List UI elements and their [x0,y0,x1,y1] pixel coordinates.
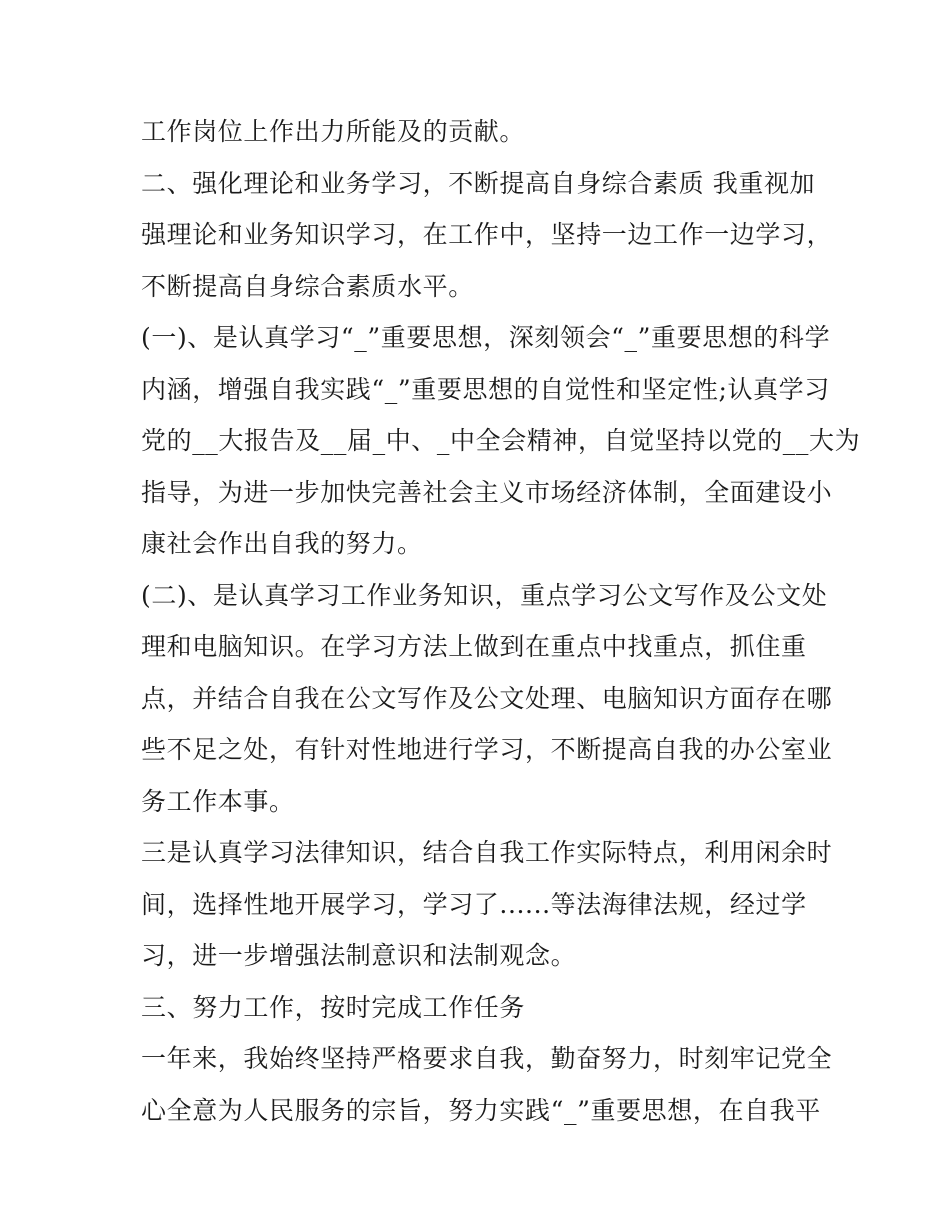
text-line: 一年来，我始终坚持严格要求自我，勤奋努力，时刻牢记党全 [141,1044,833,1073]
text-line: 三是认真学习法律知识，结合自我工作实际特点，利用闲余时 [141,838,833,867]
document-body [141,106,861,1136]
text-line: (二)、是认真学习工作业务知识，重点学习公文写作及公文处 [141,580,828,610]
text-line: 党的__大报告及__届_中、_中全会精神，自觉坚持以党的__大为 [141,426,861,455]
text-line: 康社会作出自我的努力。 [141,529,423,558]
section-heading-line: 三、努力工作，按时完成工作任务 [141,992,526,1022]
section-heading-line: 二、强化理论和业务学习，不断提高自身综合素质 我重视加 [141,168,816,198]
text-line: 强理论和业务知识学习，在工作中，坚持一边工作一边学习， [141,220,833,249]
text-line: 不断提高自身综合素质水平。 [141,271,474,301]
text-line: 工作岗位上作出力所能及的贡献。 [141,117,526,146]
text-line: 习，进一步增强法制意识和法制观念。 [141,941,577,970]
text-line: 务工作本事。 [141,786,295,816]
text-line: 指导，为进一步加快完善社会主义市场经济体制，全面建设小 [141,477,833,507]
text-line: (一)、是认真学习“_”重要思想，深刻领会“_”重要思想的科学 [141,323,831,352]
text-line: 间，选择性地开展学习，学习了......等法海律法规，经过学 [141,889,807,919]
text-line: 点，并结合自我在公文写作及公文处理、电脑知识方面存在哪 [141,683,833,713]
text-line: 理和电脑知识。在学习方法上做到在重点中找重点，抓住重 [141,632,807,661]
text-line: 心全意为人民服务的宗旨，努力实践“_”重要思想，在自我平 [141,1095,821,1125]
text-line: 些不足之处，有针对性地进行学习，不断提高自我的办公室业 [141,735,833,764]
text-line: 内涵，增强自我实践“_”重要思想的自觉性和坚定性;认真学习 [141,374,830,404]
